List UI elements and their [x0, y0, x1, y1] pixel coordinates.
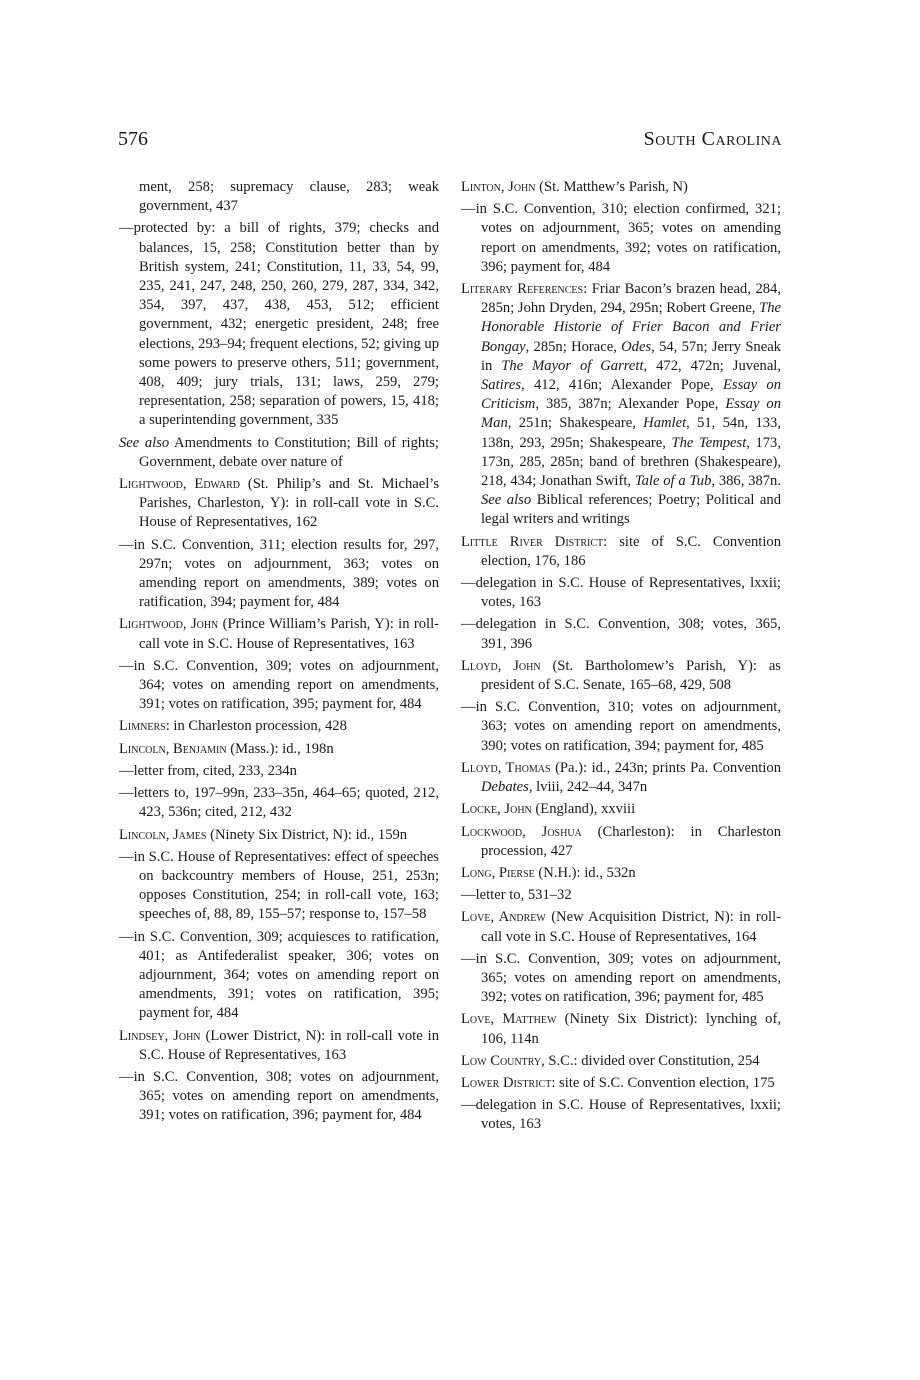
- entry-text: —protected by: a bill of rights, 379; checks and balances, 15, 258; Constitution better than by British system, 241; Constitution, 11, 33, 54, 99, 235, 241, 247, 248, 250, 260, 279, 287, 334, 342, 354, 397, 437, 438, 453, 512; efficient government, 432; energetic president, 248; free elections, 293–94; frequent elections, 52; giving up some powers to preserve others, 511; government, 408, 409; jury trials, 131; laws, 259, 279; representation, 258; separation of powers, 15, 418; a superintending government, 335: [119, 220, 439, 429]
- index-subentry: [119, 1068, 439, 1126]
- index-entry: [119, 475, 439, 533]
- entry-text: —letter to, 531–32: [461, 887, 572, 904]
- entry-text: : site of S.C. Convention election, 176, 186: [481, 533, 782, 569]
- index-column-right: [461, 178, 781, 1138]
- entry-text: , lviii, 242–44, 347n: [528, 779, 648, 796]
- entry-text: , 54, 57n; Jerry Sneak in: [481, 338, 781, 374]
- entry-text: —in S.C. Convention, 309; votes on adjournment, 365; votes on amending report on amendments, 392; votes on ratification, 396; payment for, 485: [461, 950, 781, 1006]
- entry-text: (Mass.): id., 198n: [226, 740, 334, 757]
- entry-text: : site of S.C. Convention election, 175: [551, 1074, 775, 1091]
- index-subentry: [461, 698, 781, 756]
- entry-heading: Love, Andrew: [461, 909, 546, 926]
- entry-heading: Literary References: [461, 281, 584, 298]
- entry-text: , 51, 54n, 133, 138n, 293, 295n; Shakespeare,: [481, 415, 782, 451]
- index-subentry: [119, 848, 439, 925]
- entry-text: (New Acquisition District, N): in roll-call vote in S.C. House of Representatives, 164: [481, 909, 781, 945]
- index-subentry: [461, 200, 781, 277]
- entry-text: , 285n; Horace,: [525, 338, 622, 355]
- index-subentry: [119, 657, 439, 715]
- entry-heading: Love, Matthew: [461, 1011, 557, 1028]
- italic-title: The Honorable Historie of Frier Bacon and Frier Bongay: [481, 300, 781, 355]
- entry-text: Amendments to Constitution; Bill of rights; Government, debate over nature of: [139, 434, 439, 470]
- index-entry: [461, 823, 781, 861]
- index-entry: [461, 864, 781, 883]
- entry-text: , 251n; Shakespeare,: [507, 415, 644, 432]
- italic-title: Hamlet: [643, 415, 687, 432]
- index-entry: [119, 1027, 439, 1065]
- entry-text: —in S.C. Convention, 310; election confirmed, 321; votes on adjournment, 365; votes on amending report on amendments, 392; votes on ratification, 396; payment for, 484: [461, 201, 781, 275]
- entry-text: (Prince William’s Parish, Y): in roll-call vote in S.C. House of Representatives, 163: [139, 616, 440, 652]
- entry-heading: Long, Pierse: [461, 864, 535, 881]
- index-subentry: [119, 219, 439, 430]
- index-entry: [461, 759, 781, 797]
- entry-text: (N.H.): id., 532n: [534, 864, 636, 881]
- index-column-left: [119, 178, 439, 1129]
- italic-title: Satires: [481, 377, 521, 394]
- italic-title: See also: [481, 492, 532, 509]
- entry-text: —delegation in S.C. Convention, 308; votes, 365, 391, 396: [461, 616, 781, 652]
- entry-text: —delegation in S.C. House of Representatives, lxxii; votes, 163: [461, 1097, 781, 1133]
- index-entry: [461, 1074, 781, 1093]
- entry-text: (Pa.): id., 243n; prints Pa. Convention: [550, 759, 781, 776]
- entry-text: —letters to, 197–99n, 233–35n, 464–65; quoted, 212, 423, 536n; cited, 212, 432: [119, 785, 439, 821]
- italic-title: The Mayor of Garrett: [501, 357, 644, 374]
- entry-text: —delegation in S.C. House of Representatives, lxxii; votes, 163: [461, 575, 781, 611]
- entry-text: ment, 258; supremacy clause, 283; weak government, 437: [139, 179, 439, 215]
- running-head: South Carolina: [643, 128, 782, 150]
- entry-heading: Lloyd, John: [461, 657, 541, 674]
- entry-text: : in Charleston procession, 428: [165, 718, 347, 735]
- entry-text: (Ninety Six District): lynching of, 106, 114n: [481, 1011, 781, 1047]
- index-entry: [119, 740, 439, 759]
- see-also-entry: [119, 434, 439, 472]
- entry-text: (St. Philip’s and St. Michael’s Parishes, Charleston, Y): in roll-call vote in S.C. House of Representatives, 162: [139, 476, 440, 531]
- italic-title: Essay on Man: [481, 396, 781, 432]
- index-entry: [461, 800, 781, 819]
- index-subentry: [461, 950, 781, 1008]
- entry-text: (England), xxviii: [531, 801, 636, 818]
- entry-heading: Lightwood, John: [119, 616, 219, 633]
- italic-title: Tale of a Tub: [634, 473, 712, 490]
- entry-heading: Locke, John: [461, 801, 532, 818]
- entry-text: (St. Matthew’s Parish, N): [535, 179, 688, 195]
- index-entry: [461, 178, 781, 197]
- entry-text: (Charleston): in Charleston procession, 427: [481, 823, 782, 859]
- entry-heading: Lincoln, Benjamin: [119, 740, 227, 757]
- italic-title: Essay on Criticism: [481, 377, 781, 413]
- entry-heading: Limners: [119, 718, 166, 735]
- page-header: [118, 128, 782, 156]
- index-entry: [461, 1010, 781, 1048]
- page-number: 576: [118, 128, 148, 150]
- entry-heading: Lockwood, Joshua: [461, 823, 582, 840]
- index-subentry: [119, 178, 439, 216]
- entry-text: , 472, 472n; Juvenal,: [643, 357, 781, 374]
- index-entry: [461, 1052, 781, 1071]
- index-subentry: [119, 928, 439, 1024]
- entry-text: , 386, 387n.: [711, 473, 781, 490]
- entry-heading: Lightwood, Edward: [119, 476, 240, 493]
- entry-text: —in S.C. Convention, 308; votes on adjournment, 365; votes on amending report on amendments, 391; votes on ratification, 396; payment for, 484: [119, 1068, 439, 1124]
- entry-text: —letter from, cited, 233, 234n: [119, 762, 297, 779]
- entry-text: Biblical references; Poetry; Political and legal writers and writings: [481, 492, 781, 528]
- see-also-label: See also: [119, 434, 170, 451]
- index-subentry: [119, 762, 439, 781]
- index-subentry: [119, 784, 439, 822]
- entry-text: —in S.C. Convention, 309; votes on adjournment, 364; votes on amending report on amendments, 391; votes on ratification, 395; payment for, 484: [119, 657, 439, 713]
- index-entry: [461, 908, 781, 946]
- index-entry: [461, 657, 781, 695]
- italic-title: The Tempest: [671, 434, 747, 451]
- entry-text: , 385, 387n; Alexander Pope,: [535, 396, 726, 413]
- entry-text: —in S.C. House of Representatives: effect of speeches on backcountry members of House, 251, 253n; opposes Constitution, 254; in roll-call vote, 163; speeches of, 88, 89, 155–57; response to, 157–58: [119, 848, 439, 923]
- entry-heading: Lloyd, Thomas: [461, 759, 551, 776]
- index-subentry: [461, 886, 781, 905]
- index-entry: [119, 826, 439, 845]
- index-entry: [119, 615, 439, 653]
- entry-text: : divided over Constitution, 254: [573, 1052, 760, 1069]
- index-subentry: [461, 574, 781, 612]
- entry-heading: Lindsey, John: [119, 1027, 201, 1044]
- entry-text: —in S.C. Convention, 310; votes on adjournment, 363; votes on amending report on amendments, 390; votes on ratification, 394; payment for, 485: [461, 699, 781, 754]
- index-subentry: [461, 1096, 781, 1134]
- entry-heading: Lower District: [461, 1074, 552, 1091]
- entry-text: (Ninety Six District, N): id., 159n: [206, 826, 408, 843]
- entry-heading: Low Country, S.C.: [461, 1052, 574, 1069]
- entry-heading: Linton, John: [461, 179, 536, 195]
- entry-text: : Friar Bacon’s brazen head, 284, 285n; John Dryden, 294, 295n; Robert Greene,: [481, 281, 781, 317]
- italic-title: Debates: [481, 779, 529, 796]
- index-entry: [461, 280, 781, 530]
- entry-text: , 412, 416n; Alexander Pope,: [521, 377, 723, 394]
- entry-text: , 173, 173n, 285, 285n; band of brethren (Shakespeare), 218, 434; Jonathan Swift,: [481, 434, 782, 490]
- entry-text: (St. Bartholomew’s Parish, Y): as president of S.C. Senate, 165–68, 429, 508: [481, 657, 781, 694]
- index-subentry: [119, 536, 439, 613]
- entry-text: (Lower District, N): in roll-call vote in S.C. House of Representatives, 163: [139, 1027, 439, 1063]
- italic-title: Odes: [621, 338, 652, 355]
- index-entry: [119, 717, 439, 736]
- entry-heading: Little River District: [461, 533, 604, 550]
- entry-text: —in S.C. Convention, 309; acquiesces to ratification, 401; as Antifederalist speaker, 306; votes on adjournment, 364; votes on amending report on amendments, 391; votes on ratification, 395; payment for, 484: [119, 928, 439, 1022]
- entry-text: —in S.C. Convention, 311; election results for, 297, 297n; votes on adjournment, 363; votes on amending report on amendments, 389; votes on ratification, 394; payment for, 484: [119, 536, 439, 611]
- index-subentry: [461, 615, 781, 653]
- index-entry: [461, 533, 781, 571]
- entry-heading: Lincoln, James: [119, 826, 207, 843]
